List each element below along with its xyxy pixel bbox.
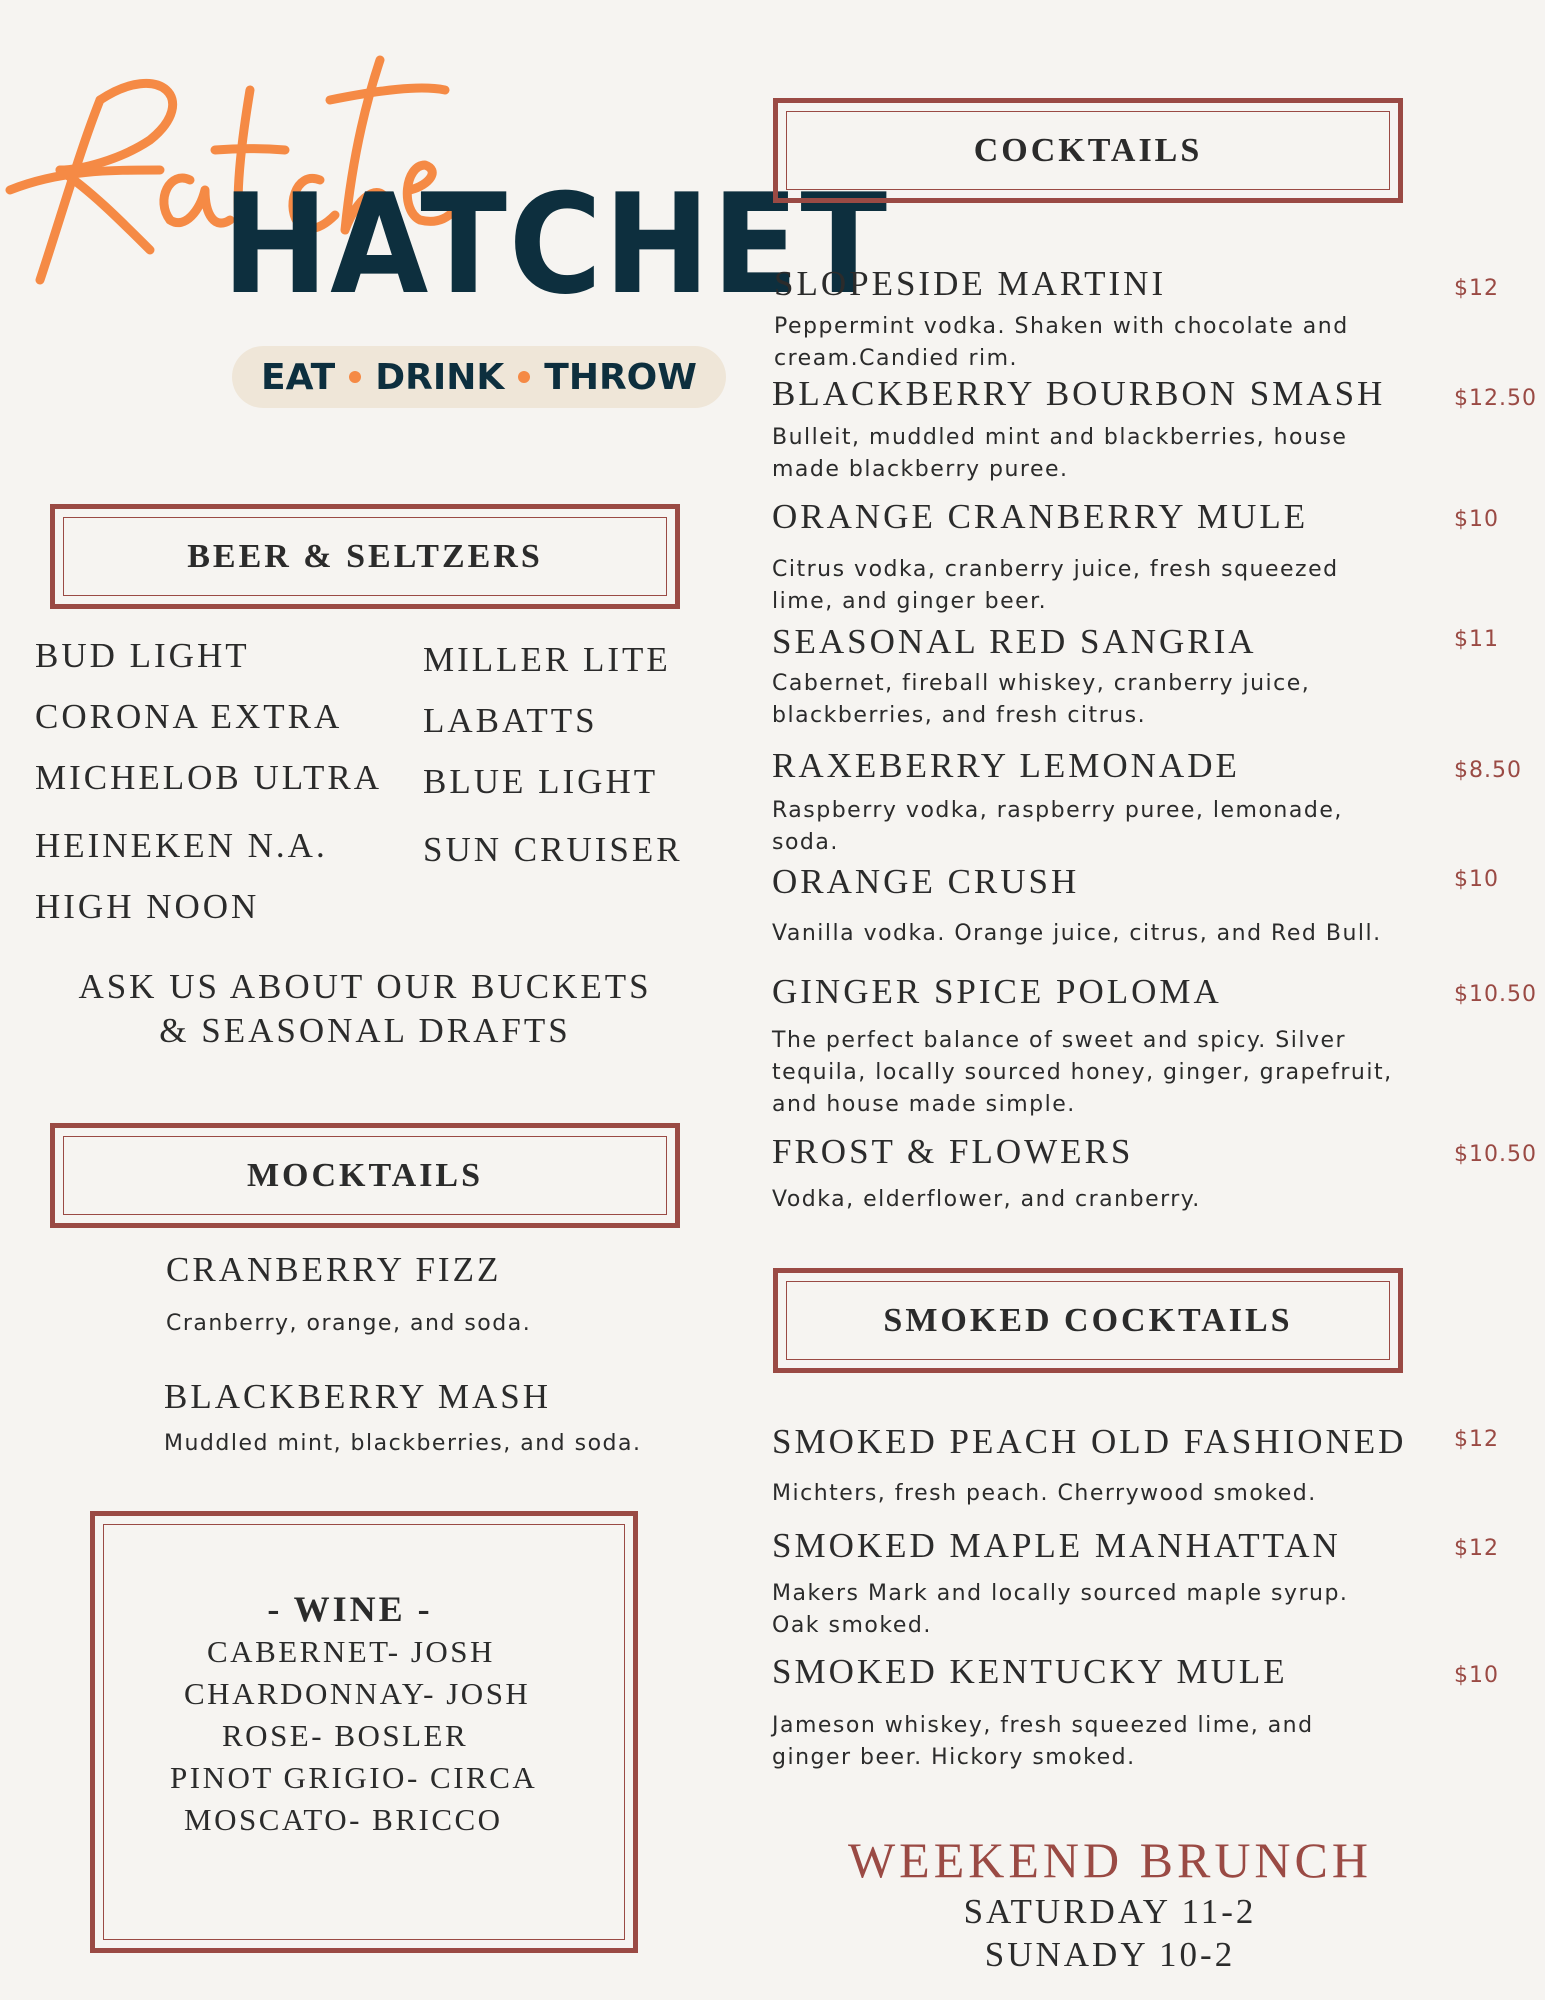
beer-item: HEINEKEN N.A. <box>35 826 328 865</box>
smoked-section-title: SMOKED COCKTAILS <box>883 1301 1293 1339</box>
cocktail-desc: Raspberry vodka, raspberry puree, lemonade, soda. <box>772 798 1343 855</box>
cocktail-price: $8.50 <box>1454 758 1522 783</box>
smoked-name: SMOKED PEACH OLD FASHIONED <box>772 1422 1407 1461</box>
beer-item: BUD LIGHT <box>35 636 250 675</box>
smoked-desc: Makers Mark and locally sourced maple syrup. Oak smoked. <box>772 1581 1349 1638</box>
mocktail-desc: Muddled mint, blackberries, and soda. <box>164 1431 642 1456</box>
cocktail-name: BLACKBERRY BOURBON SMASH <box>772 374 1386 413</box>
wine-item: PINOT GRIGIO- CIRCA <box>170 1760 538 1795</box>
brunch-sunday: SUNADY 10-2 <box>984 1935 1236 1974</box>
buckets-note-line2: & SEASONAL DRAFTS <box>159 1011 571 1050</box>
cocktail-desc: The perfect balance of sweet and spicy. Silver tequila, locally sourced honey, ginger, grapefruit, and house made simple. <box>772 1028 1393 1117</box>
mocktail-name: BLACKBERRY MASH <box>164 1377 551 1416</box>
mocktail-desc: Cranberry, orange, and soda. <box>166 1311 532 1336</box>
tagline-throw: THROW <box>544 356 697 398</box>
smoked-name: SMOKED MAPLE MANHATTAN <box>772 1526 1341 1565</box>
beer-section-title: BEER & SELTZERS <box>187 537 543 575</box>
tagline-pill <box>232 346 726 408</box>
ratchet-script-text: Ratchet <box>0 20 4 21</box>
cocktail-price: $12 <box>1454 276 1499 301</box>
cocktail-name: SLOPESIDE MARTINI <box>774 264 1167 303</box>
cocktail-name: RAXEBERRY LEMONADE <box>772 746 1240 785</box>
beer-item: BLUE LIGHT <box>423 762 659 801</box>
cocktail-price: $10 <box>1454 867 1499 892</box>
smoked-name: SMOKED KENTUCKY MULE <box>772 1652 1288 1691</box>
wine-item: ROSE- BOSLER <box>222 1718 469 1753</box>
buckets-note <box>40 965 690 1053</box>
smoked-price: $12 <box>1454 1536 1499 1561</box>
wine-list <box>170 1588 530 1632</box>
cocktail-price: $10.50 <box>1454 1142 1537 1167</box>
tagline-dot <box>349 371 361 383</box>
mocktails-section-title: MOCKTAILS <box>246 1156 484 1194</box>
cocktail-price: $10 <box>1454 507 1499 532</box>
brand-wordmark: HATCHET <box>222 164 889 325</box>
cocktail-desc: Cabernet, fireball whiskey, cranberry juice, blackberries, and fresh citrus. <box>772 671 1311 728</box>
cocktail-price: $10.50 <box>1454 982 1537 1007</box>
beer-item: MICHELOB ULTRA <box>35 758 382 797</box>
smoked-desc: Jameson whiskey, fresh squeezed lime, and ginger beer. Hickory smoked. <box>772 1713 1314 1770</box>
tagline-drink: DRINK <box>375 356 505 398</box>
wine-item: CABERNET- JOSH <box>207 1634 495 1669</box>
beer-item: SUN CRUISER <box>423 830 683 869</box>
wine-item: CHARDONNAY- JOSH <box>184 1676 531 1711</box>
wine-item: MOSCATO- BRICCO <box>184 1802 503 1837</box>
smoked-section-header <box>773 1268 1403 1373</box>
beer-section-header <box>50 504 680 609</box>
buckets-note-line1: ASK US ABOUT OUR BUCKETS <box>78 967 652 1006</box>
brunch-block <box>790 1830 1430 1976</box>
smoked-desc: Michters, fresh peach. Cherrywood smoked. <box>772 1481 1317 1506</box>
mocktails-section-header <box>50 1123 680 1228</box>
beer-item: MILLER LITE <box>423 640 671 679</box>
cocktails-section-title: COCKTAILS <box>973 131 1203 169</box>
smoked-price: $12 <box>1454 1427 1499 1452</box>
tagline-eat: EAT <box>261 356 336 398</box>
cocktail-name: ORANGE CRANBERRY MULE <box>772 497 1309 536</box>
mocktail-name: CRANBERRY FIZZ <box>166 1250 502 1289</box>
cocktail-desc: Vodka, elderflower, and cranberry. <box>772 1187 1201 1212</box>
cocktail-desc: Peppermint vodka. Shaken with chocolate and cream.Candied rim. <box>774 314 1349 371</box>
brunch-saturday: SATURDAY 11-2 <box>963 1892 1257 1931</box>
cocktail-price: $12.50 <box>1454 386 1537 411</box>
cocktail-name: GINGER SPICE POLOMA <box>772 972 1222 1011</box>
cocktail-name: FROST & FLOWERS <box>772 1132 1134 1171</box>
cocktail-name: SEASONAL RED SANGRIA <box>772 622 1257 661</box>
smoked-price: $10 <box>1454 1663 1499 1688</box>
brunch-title: WEEKEND BRUNCH <box>847 1832 1373 1888</box>
wine-title: - WINE - <box>267 1589 433 1629</box>
beer-item: LABATTS <box>423 701 598 740</box>
beer-item: CORONA EXTRA <box>35 697 343 736</box>
cocktails-section-header <box>773 98 1403 203</box>
cocktail-price: $11 <box>1454 627 1499 652</box>
cocktail-desc: Citrus vodka, cranberry juice, fresh squeezed lime, and ginger beer. <box>772 557 1339 614</box>
tagline-dot <box>518 371 530 383</box>
cocktail-desc: Vanilla vodka. Orange juice, citrus, and Red Bull. <box>772 921 1382 946</box>
cocktail-name: ORANGE CRUSH <box>772 862 1080 901</box>
beer-item: HIGH NOON <box>35 887 260 926</box>
cocktail-desc: Bulleit, muddled mint and blackberries, house made blackberry puree. <box>772 425 1348 482</box>
